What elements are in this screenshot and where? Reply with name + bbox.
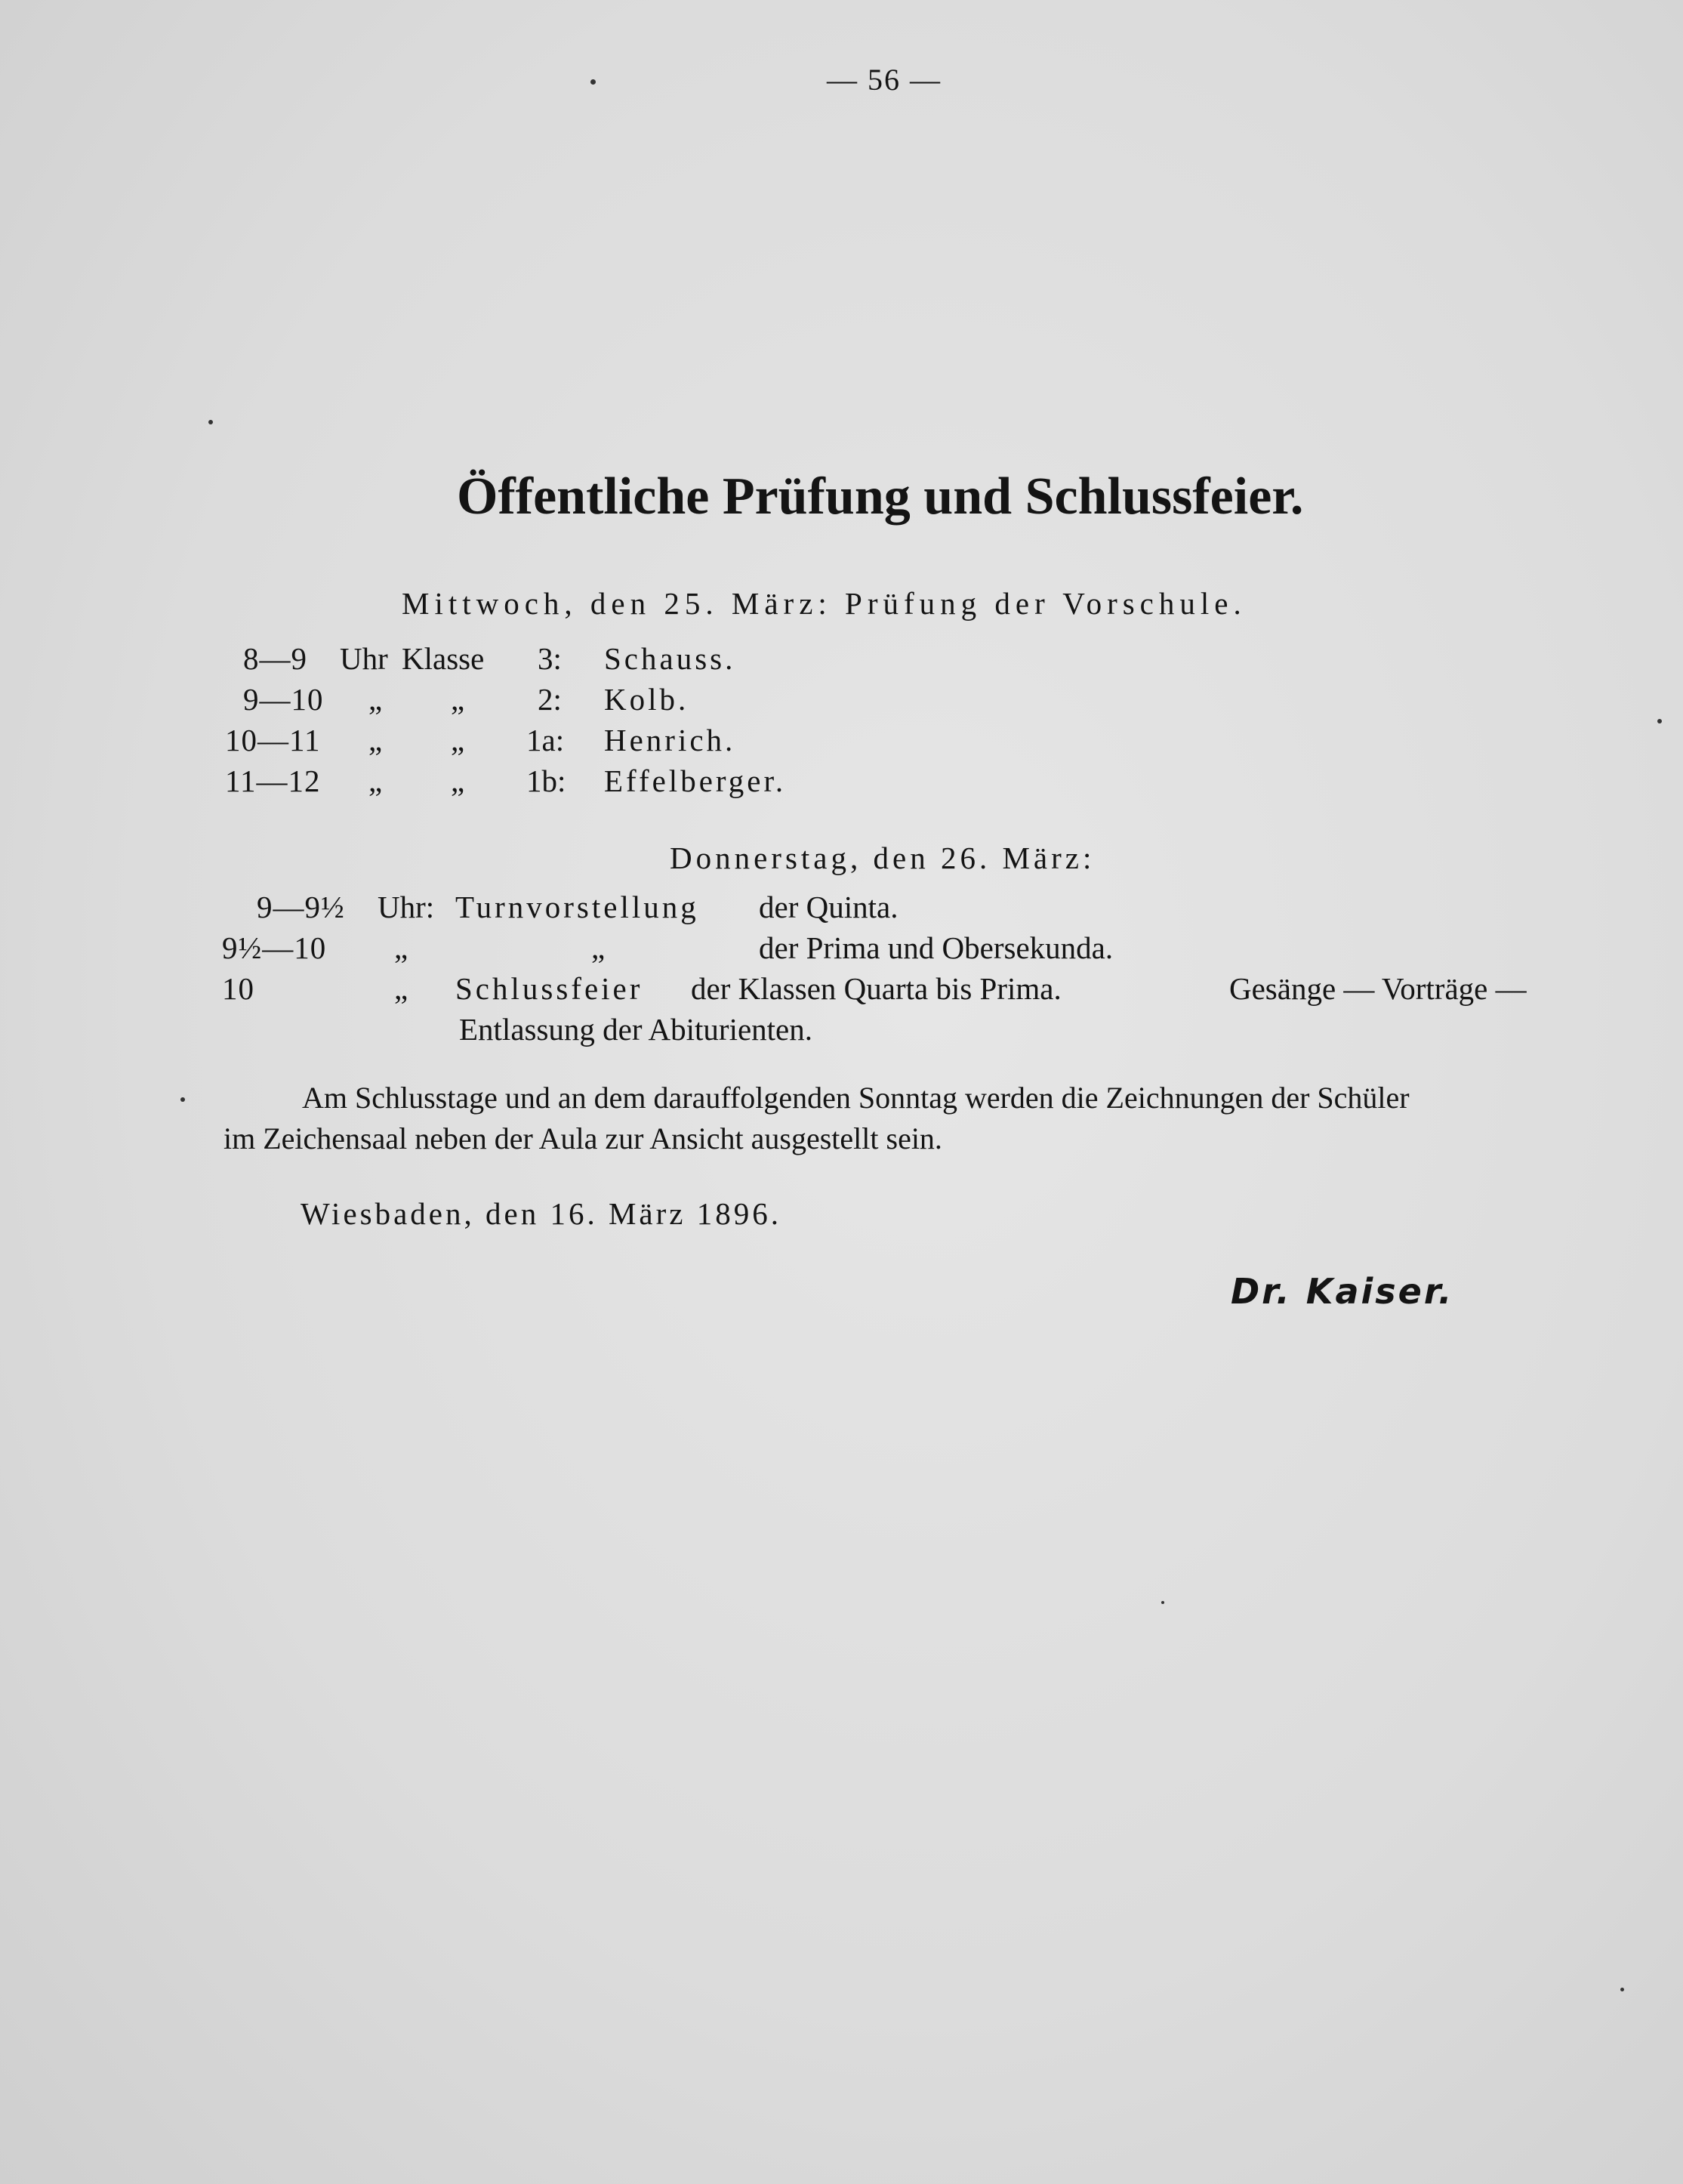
day1-row1-time: 8—9: [243, 641, 307, 676]
day1-row4-teacher: Effelberger.: [604, 763, 787, 798]
day1-row4-ditto-label: „: [451, 763, 465, 798]
day1-row2-time: 9—10: [243, 682, 324, 717]
day2-row2-time: 9½—10: [222, 930, 327, 965]
day2-row2-rest: der Prima und Obersekunda.: [759, 930, 1114, 965]
page-number: — 56 —: [827, 63, 942, 97]
scan-speck: [590, 79, 596, 85]
day1-row4-time: 11—12: [225, 763, 321, 798]
day1-heading: Mittwoch, den 25. März: Prüfung der Vorschule.: [402, 586, 1247, 621]
day1-row4-ditto-unit: „: [368, 763, 383, 798]
day2-row2-ditto-unit: „: [394, 930, 408, 965]
scan-speck: [180, 1097, 185, 1102]
notice-line2: im Zeichensaal neben der Aula zur Ansicht ausgestellt sein.: [223, 1121, 942, 1155]
day1-row2-ditto-label: „: [451, 682, 465, 717]
day2-row3-extra: Gesänge — Vorträge —: [1229, 971, 1527, 1006]
day1-row3-class: 1a:: [526, 723, 565, 757]
day1-row3-time: 10—11: [225, 723, 321, 757]
day2-row3-rest: der Klassen Quarta bis Prima.: [691, 971, 1062, 1006]
place-date: Wiesbaden, den 16. März 1896.: [301, 1196, 781, 1231]
day1-row2-class: 2:: [538, 682, 562, 717]
day2-row1-rest: der Quinta.: [759, 890, 899, 924]
day1-row1-label: Klasse: [402, 641, 485, 676]
day2-row1-event: Turnvorstellung: [455, 890, 699, 924]
day2-row3-unit: „: [394, 971, 408, 1006]
day2-row1-time: 9—9½: [257, 890, 345, 924]
scan-speck: [1620, 1988, 1624, 1991]
day1-row2-teacher: Kolb.: [604, 682, 689, 717]
day2-row3-event: Schlussfeier: [455, 971, 643, 1006]
day2-heading: Donnerstag, den 26. März:: [670, 841, 1096, 875]
day1-row4-class: 1b:: [526, 763, 566, 798]
day1-row1-unit: Uhr: [340, 641, 388, 676]
scan-speck: [208, 420, 213, 424]
day1-row3-ditto-label: „: [451, 723, 465, 757]
day1-row1-class: 3:: [538, 641, 562, 676]
day1-row1-teacher: Schauss.: [604, 641, 736, 676]
day2-row2-ditto-event: „: [591, 930, 606, 965]
scan-speck: [1161, 1601, 1164, 1604]
day1-row3-teacher: Henrich.: [604, 723, 736, 757]
day2-row3-continued: Entlassung der Abiturienten.: [459, 1012, 812, 1047]
notice-line1: Am Schlusstage und an dem darauffolgenden Sonntag werden die Zeichnungen der Schüler: [302, 1081, 1410, 1115]
day2-row1-unit: Uhr:: [378, 890, 435, 924]
signature: Dr. Kaiser.: [1231, 1271, 1454, 1312]
day1-row2-ditto-unit: „: [368, 682, 383, 717]
scan-speck: [1657, 719, 1662, 723]
day1-row3-ditto-unit: „: [368, 723, 383, 757]
day2-row3-time: 10: [222, 971, 254, 1006]
page-title: Öffentliche Prüfung und Schlussfeier.: [457, 467, 1304, 526]
